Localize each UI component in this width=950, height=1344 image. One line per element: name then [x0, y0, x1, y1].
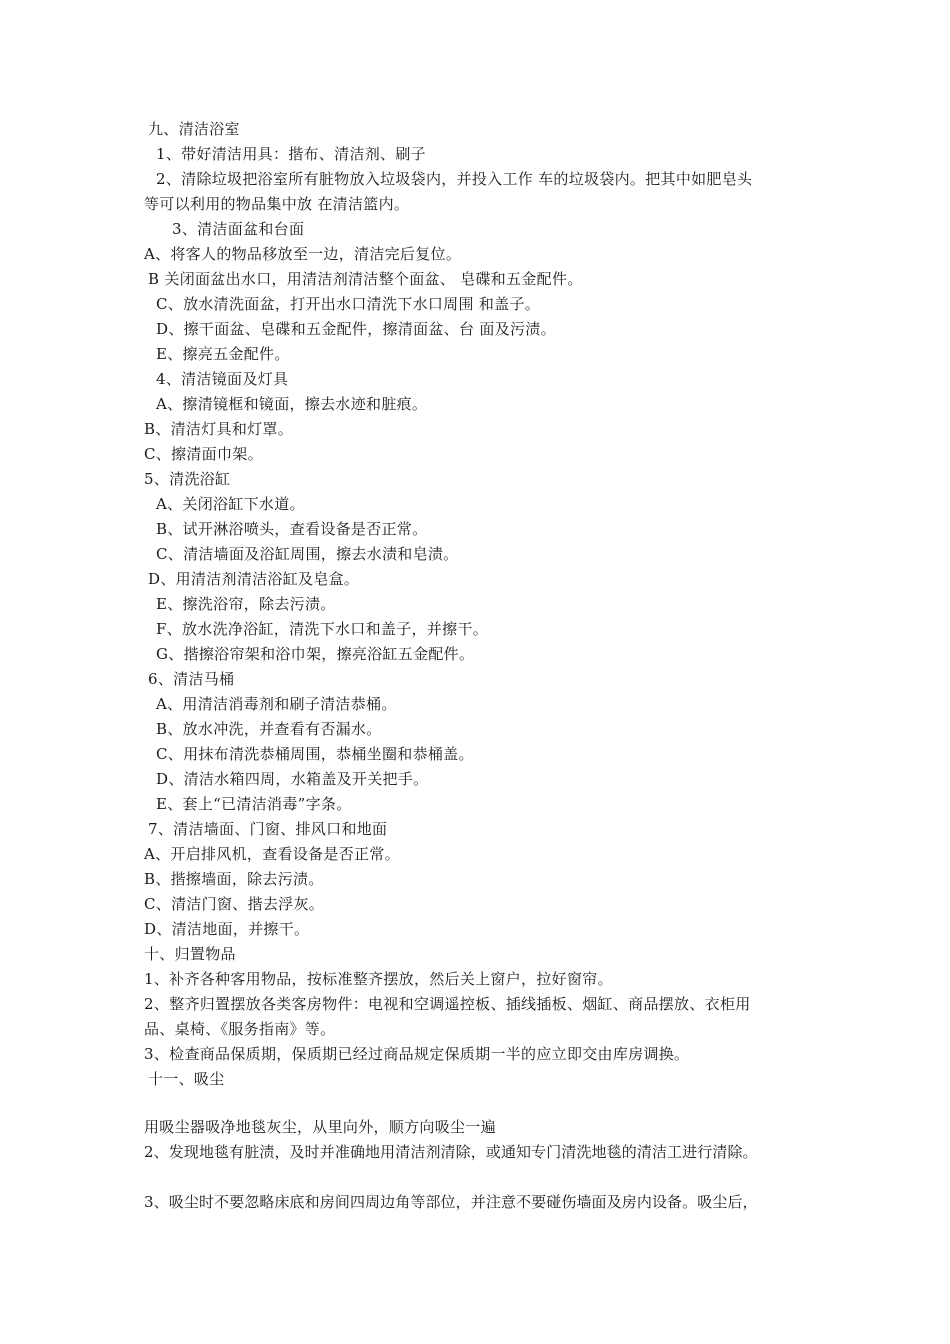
- text-line: 等可以利用的物品集中放 在清洁篮内。: [144, 195, 410, 213]
- text-line: D、清洁水箱四周，水箱盖及开关把手。: [156, 770, 429, 788]
- text-line: B、清洁灯具和灯罩。: [144, 420, 294, 438]
- text-line: C、清洁墙面及浴缸周围，擦去水渍和皂渍。: [156, 545, 459, 563]
- subheading-toilet: 6、清洁马桶: [148, 670, 235, 688]
- text-line: B、试开淋浴喷头，查看设备是否正常。: [156, 520, 428, 538]
- subheading-bathtub: 5、清洗浴缸: [144, 470, 231, 488]
- text-line: B、揩擦墙面，除去污渍。: [144, 870, 324, 888]
- text-line: A、关闭浴缸下水道。: [156, 495, 305, 513]
- text-line: C、放水清洗面盆，打开出水口清洗下水口周围 和盖子。: [156, 295, 541, 313]
- text-line: E、套上“已清洁消毒”字条。: [156, 795, 352, 813]
- text-line: A、将客人的物品移放至一边，清洁完后复位。: [144, 245, 462, 263]
- text-line: A、开启排风机，查看设备是否正常。: [144, 845, 400, 863]
- text-line: 2、清除垃圾把浴室所有脏物放入垃圾袋内，并投入工作 车的垃圾袋内。把其中如肥皂头: [156, 170, 753, 188]
- text-line: A、用清洁消毒剂和刷子清洁恭桶。: [156, 695, 397, 713]
- text-line: 品、桌椅、《服务指南》等。: [144, 1020, 336, 1038]
- text-line: 3、检查商品保质期，保质期已经过商品规定保质期一半的应立即交由库房调换。: [144, 1045, 690, 1063]
- text-line: 3、吸尘时不要忽略床底和房间四周边角等部位，并注意不要碰伤墙面及房内设备。吸尘后，: [144, 1193, 758, 1211]
- text-line: B 关闭面盆出水口，用清洁剂清洁整个面盆、 皂碟和五金配件。: [148, 270, 583, 288]
- text-line: D、用清洁剂清洁浴缸及皂盒。: [148, 570, 360, 588]
- section-heading-vacuum: 十一、吸尘: [148, 1070, 225, 1088]
- subheading-mirror-lights: 4、清洁镜面及灯具: [156, 370, 289, 388]
- text-line: D、清洁地面，并擦干。: [144, 920, 310, 938]
- text-line: C、清洁门窗、揩去浮灰。: [144, 895, 325, 913]
- text-line: C、擦清面巾架。: [144, 445, 263, 463]
- text-line: E、擦亮五金配件。: [156, 345, 290, 363]
- text-line: C、用抹布清洗恭桶周围，恭桶坐圈和恭桶盖。: [156, 745, 474, 763]
- subheading-walls-windows-floor: 7、清洁墙面、门窗、排风口和地面: [148, 820, 388, 838]
- section-heading-clean-bathroom: 九、清洁浴室: [148, 120, 240, 138]
- text-line: E、擦洗浴帘，除去污渍。: [156, 595, 336, 613]
- text-line: 用吸尘器吸净地毯灰尘，从里向外，顺方向吸尘一遍: [144, 1118, 496, 1136]
- text-line: G、揩擦浴帘架和浴巾架，擦亮浴缸五金配件。: [156, 645, 475, 663]
- text-line: A、擦清镜框和镜面，擦去水迹和脏痕。: [156, 395, 428, 413]
- text-line: 2、整齐归置摆放各类客房物件：电视和空调遥控板、插线插板、烟缸、商品摆放、衣柜用: [144, 995, 751, 1013]
- text-line: 1、带好清洁用具：揩布、清洁剂、刷子: [156, 145, 426, 163]
- text-line: 1、补齐各种客用物品，按标准整齐摆放，然后关上窗户，拉好窗帘。: [144, 970, 613, 988]
- text-line: F、放水洗净浴缸，清洗下水口和盖子，并擦干。: [156, 620, 489, 638]
- text-line: B、放水冲洗，并查看有否漏水。: [156, 720, 382, 738]
- subheading-basin-countertop: 3、清洁面盆和台面: [172, 220, 305, 238]
- text-line: 2、发现地毯有脏渍，及时并准确地用清洁剂清除，或通知专门清洗地毯的清洁工进行清除。: [144, 1143, 758, 1161]
- section-heading-arrange-items: 十、归置物品: [144, 945, 236, 963]
- text-line: D、擦干面盆、皂碟和五金配件，擦清面盆、台 面及污渍。: [156, 320, 556, 338]
